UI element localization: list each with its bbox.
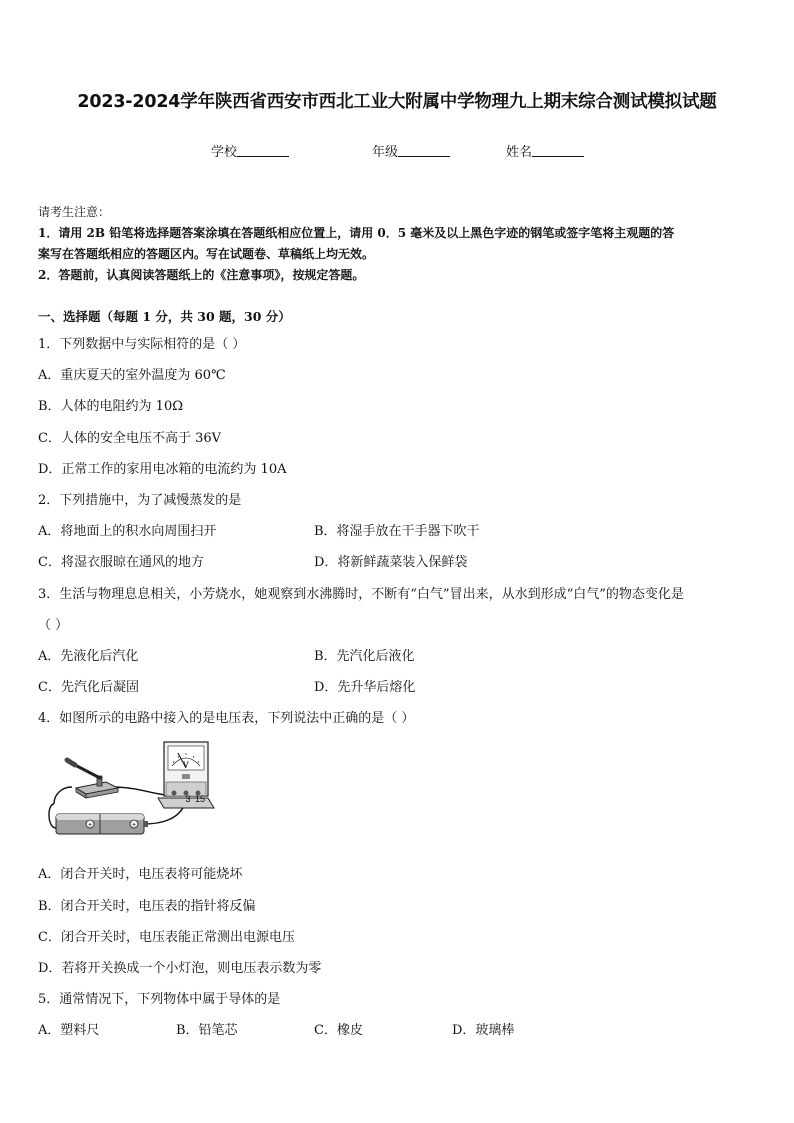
notice-item-1-line-1: 1．请用 2B 铅笔将选择题答案涂填在答题纸相应位置上，请用 0．5 毫米及以上黑色字迹的钢笔或签字笔将主观题的答 xyxy=(38,226,675,240)
q4-option-c: C．闭合开关时，电压表能正常测出电源电压 xyxy=(38,930,295,945)
q4-option-d: D．若将开关换成一个小灯泡，则电压表示数为零 xyxy=(38,961,322,976)
q3-option-d: D．先升华后熔化 xyxy=(314,680,416,695)
switch xyxy=(67,760,118,798)
q4-option-a: A．闭合开关时，电压表将可能烧坏 xyxy=(38,867,243,882)
q3-option-c: C．先汽化后凝固 xyxy=(38,680,139,695)
grade-label: 年级 xyxy=(372,145,399,160)
q4-stem: 4．如图所示的电路中接入的是电压表，下列说法中正确的是（ ） xyxy=(38,711,415,726)
q3-option-b: B．先汽化后液化 xyxy=(314,649,415,664)
svg-text:+: + xyxy=(87,822,93,829)
wire-left xyxy=(49,804,56,828)
q5-option-a: A．塑料尺 xyxy=(38,1023,100,1038)
q2-option-d: D．将新鲜蔬菜装入保鲜袋 xyxy=(314,555,468,570)
school-blank xyxy=(237,144,289,157)
q1-option-a: A．重庆夏天的室外温度为 60℃ xyxy=(38,368,226,383)
name-label: 姓名 xyxy=(506,145,533,160)
grade-blank xyxy=(398,144,450,157)
school-field xyxy=(211,141,289,160)
q5-stem: 5．通常情况下，下列物体中属于导体的是 xyxy=(38,992,281,1007)
battery-pack xyxy=(56,814,148,834)
svg-text:+: + xyxy=(131,822,137,829)
q2-option-b: B．将湿手放在干手器下吹干 xyxy=(314,524,480,539)
wire-switch-meter xyxy=(112,787,167,795)
q5-option-d: D．玻璃棒 xyxy=(452,1023,515,1038)
q1-stem: 1．下列数据中与实际相符的是（ ） xyxy=(38,337,246,352)
q3-stem-line-1: 3．生活与物理息息相关，小芳烧水，她观察到水沸腾时，不断有“白气”冒出来，从水到形成“白气”的物态变化是 xyxy=(38,587,684,602)
page-title: 2023-2024学年陕西省西安市西北工业大附属中学物理九上期末综合测试模拟试题 xyxy=(77,92,717,112)
q1-option-b: B．人体的电阻约为 10Ω xyxy=(38,399,184,414)
name-field xyxy=(506,141,584,160)
q4-circuit-figure xyxy=(42,738,220,842)
grade-field xyxy=(372,141,450,160)
notice-item-2: 2．答题前，认真阅读答题纸上的《注意事项》，按规定答题。 xyxy=(38,268,365,282)
notice-heading: 请考生注意： xyxy=(38,205,111,219)
q5-option-c: C．橡皮 xyxy=(314,1023,363,1038)
q2-option-c: C．将湿衣服晾在通风的地方 xyxy=(38,555,204,570)
wire-switch-left xyxy=(54,787,72,804)
q3-option-a: A．先液化后汽化 xyxy=(38,649,139,664)
q1-option-c: C．人体的安全电压不高于 36V xyxy=(38,431,222,446)
q2-option-a: A．将地面上的积水向周围扫开 xyxy=(38,524,217,539)
school-label: 学校 xyxy=(211,145,238,160)
name-blank xyxy=(532,144,584,157)
notice-item-1-line-2: 案写在答题纸相应的答题区内。写在试题卷、草稿纸上均无效。 xyxy=(38,247,375,261)
section-heading: 一、选择题（每题 1 分，共 30 题，30 分） xyxy=(38,309,291,324)
q4-option-b: B．闭合开关时，电压表的指针将反偏 xyxy=(38,899,256,914)
q2-stem: 2．下列措施中，为了减慢蒸发的是 xyxy=(38,493,242,508)
voltmeter xyxy=(158,742,214,808)
q1-option-d: D．正常工作的家用电冰箱的电流约为 10A xyxy=(38,462,287,477)
voltmeter-symbol: V xyxy=(183,760,189,769)
terminal-15-label: 15 xyxy=(194,794,206,804)
q5-option-b: B．铅笔芯 xyxy=(176,1023,238,1038)
terminal-3-label: 3 xyxy=(185,794,191,804)
q3-stem-line-2: （ ） xyxy=(38,618,69,633)
